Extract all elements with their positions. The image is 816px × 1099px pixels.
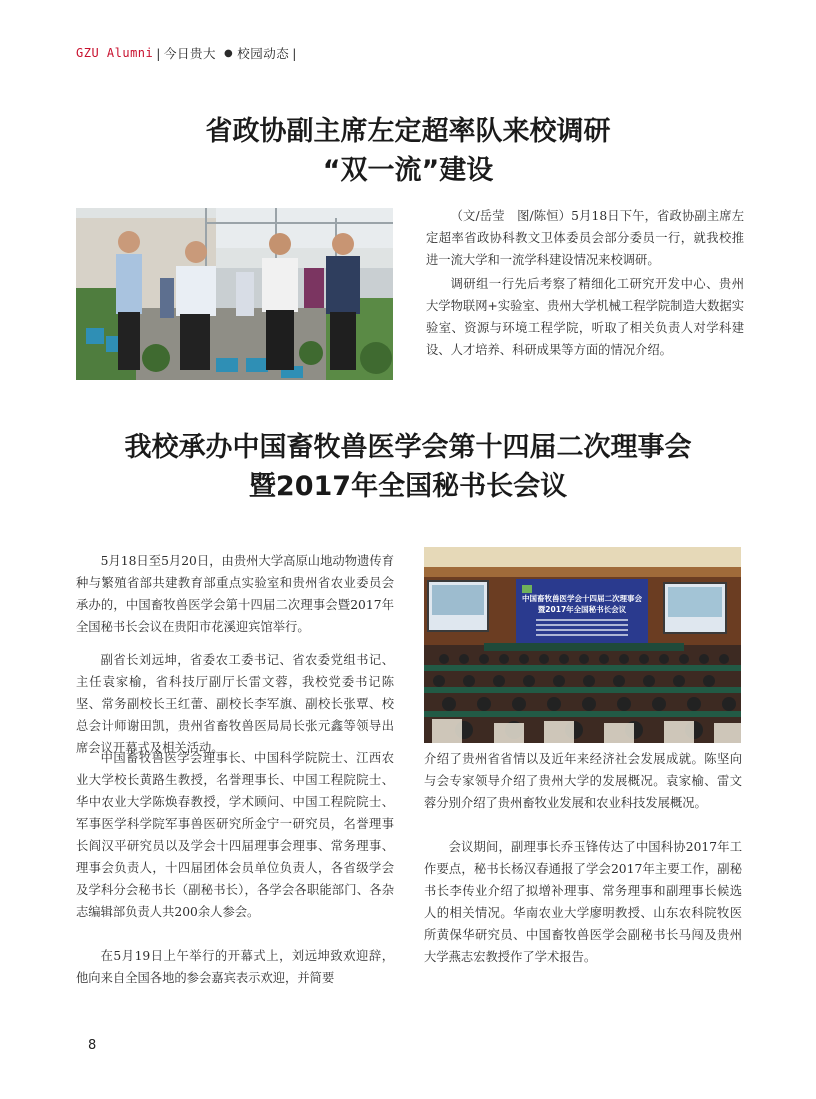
article-2-paragraph-3: 中国畜牧兽医学会理事长、中国科学院院士、江西农业大学校长黄路生教授，名誉理事长、中国工程院院士、华中农业大学陈焕春教授，学术顾问、中国工程院院士、军事医学科学院军事兽医研究所金宁一研究员，名誉理事长阎汉平研究员以及学会十四届理事会理事、常务理事、理事会负责人，十四届团体会员单位负责人，各省级学会及学科分会秘书长（副秘书长），各学会各职能部门、各杂志编辑部负责人共200余人参会。 (76, 751, 394, 919)
page-number: 8 (88, 1038, 97, 1053)
photo-banner-line-2: 暨2017年全国秘书长会议 (537, 605, 627, 614)
article-1-paragraph-1: （文/岳莹 图/陈恒）5月18日下午，省政协副主席左定超率省政协科教文卫体委员会部分委员一行，就我校推进一流大学和一流学科建设情况来校调研。 (426, 209, 744, 267)
header-separator: | (292, 45, 297, 61)
article-2-title (0, 428, 816, 506)
magazine-brand: GZU Alumni (76, 46, 154, 60)
article-2-title-line-1: 我校承办中国畜牧兽医学会第十四届二次理事会 (124, 432, 692, 463)
subsection-name: 校园动态 (237, 46, 290, 61)
article-1-photo (76, 208, 393, 380)
article-1-title-line-1: 省政协副主席左定超率队来校调研 (205, 116, 611, 147)
photo-banner-line-1: 中国畜牧兽医学会十四届二次理事会 (522, 594, 642, 603)
article-1-title-line-2: “双一流”建设 (322, 155, 494, 186)
article-2-title-line-2: 暨2017年全国秘书长会议 (248, 471, 568, 502)
article-2-paragraph-4: 在5月19日上午举行的开幕式上，刘远坤致欢迎辞，他向来自全国各地的参会嘉宾表示欢迎，并简要 (76, 949, 394, 985)
section-name: 今日贵大 (163, 46, 216, 61)
bullet-icon: ● (223, 47, 234, 59)
article-1-title (0, 112, 816, 190)
article-1-paragraph-2: 调研组一行先后考察了精细化工研究开发中心、贵州大学物联网+实验室、贵州大学机械工程学院制造大数据实验室、资源与环境工程学院，听取了相关负责人对学科建设、人才培养、科研成果等方面的情况介绍。 (426, 277, 744, 357)
article-2-paragraph-5: 介绍了贵州省省情以及近年来经济社会发展成就。陈坚向与会专家领导介绍了贵州大学的发展概况。袁家榆、雷文蓉分别介绍了贵州畜牧业发展和农业科技发展概况。 (424, 752, 742, 810)
article-2-photo (424, 547, 741, 743)
header-separator: | (156, 45, 161, 61)
article-2-paragraph-2: 副省长刘远坤，省委农工委书记、省农委党组书记、主任袁家榆，省科技厅副厅长雷文蓉，我校党委书记陈坚、常务副校长王红蕾、副校长李军旗、副校长张覃、校总会计师谢田凯，贵州省畜牧兽医局局长张元鑫等领导出席会议开幕式及相关活动。 (76, 653, 394, 755)
article-2-paragraph-6: 会议期间，副理事长乔玉锋传达了中国科协2017年工作要点，秘书长杨汉春通报了学会2017年主要工作，副秘书长李传业介绍了拟增补理事、常务理事和副理事长候选人的相关情况。华南农业大学廖明教授、山东农科院牧医所黄保华研究员、中国畜牧兽医学会副秘书长马闯及贵州大学燕志宏教授作了学术报告。 (424, 840, 742, 964)
article-2-paragraph-1: 5月18日至5月20日，由贵州大学高原山地动物遗传育种与繁殖省部共建教育部重点实验室和贵州省农业委员会承办的，中国畜牧兽医学会第十四届二次理事会暨2017年全国秘书长会议在贵阳市花溪迎宾馆举行。 (76, 554, 394, 634)
running-header (76, 44, 300, 62)
